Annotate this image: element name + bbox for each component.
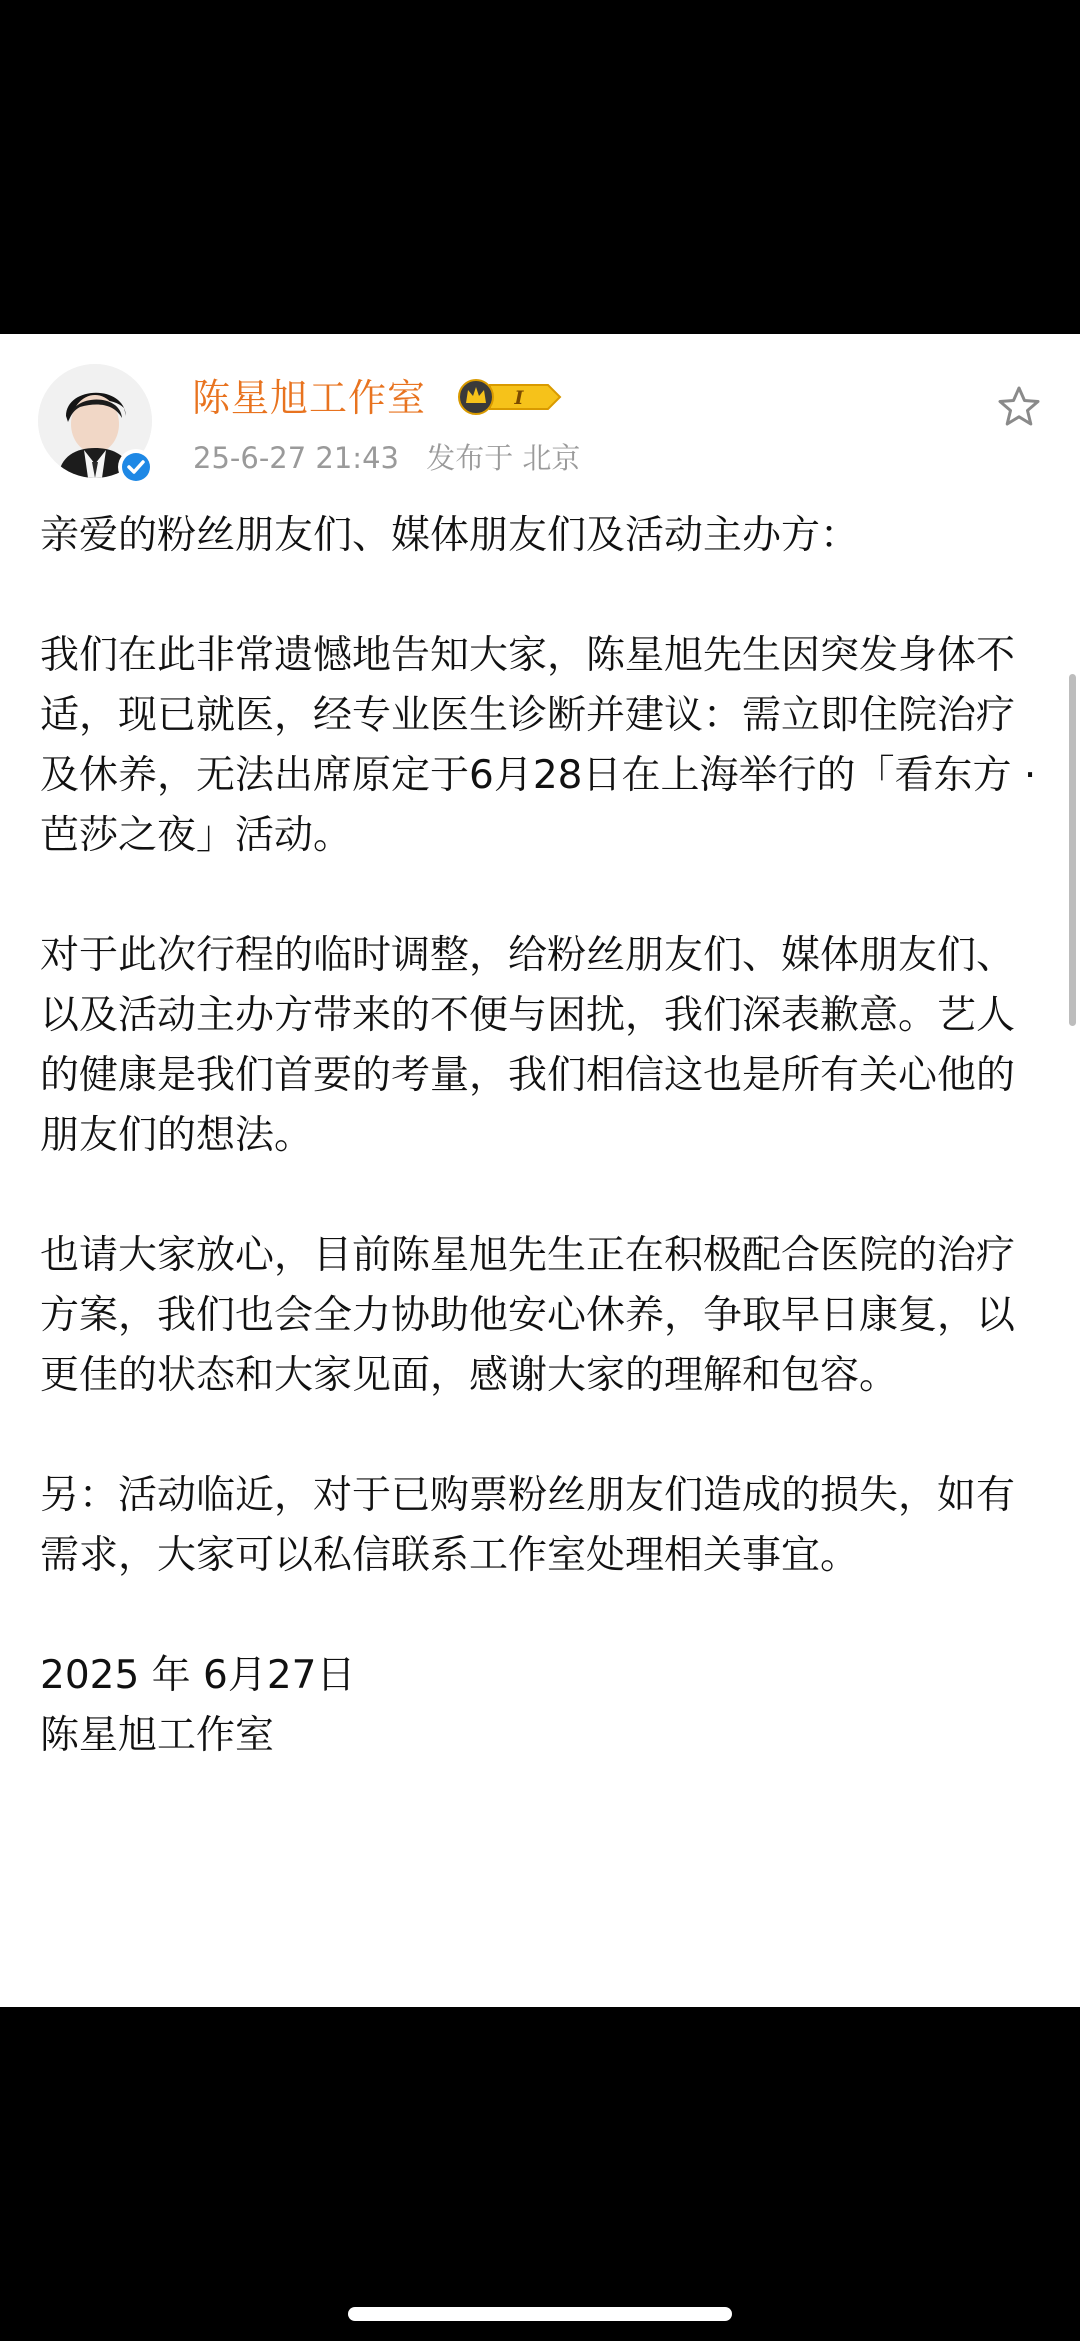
scrollbar[interactable] — [1069, 674, 1076, 1026]
favorite-button[interactable] — [996, 384, 1042, 430]
post-date: 2025 年 6月27日 — [40, 1653, 356, 1698]
post-content — [40, 506, 1040, 1766]
vip-crown-icon[interactable] — [456, 376, 562, 418]
post-meta — [193, 438, 598, 478]
star-icon — [996, 384, 1042, 430]
post-time: 25-6-27 21:43 — [193, 441, 399, 475]
paragraph-3: 也请大家放心，目前陈星旭先生正在积极配合医院的治疗方案，我们也会全力协助他安心休养，争取早日康复，以更佳的状态和大家见面，感谢大家的理解和包容。 — [40, 1233, 1016, 1398]
vip-level: I — [514, 387, 524, 409]
paragraph-1: 我们在此非常遗憾地告知大家，陈星旭先生因突发身体不适，现已就医，经专业医生诊断并建议：需立即住院治疗及休养，无法出席原定于6月28日在上海举行的「看东方 · 芭莎之夜」活动。 — [40, 633, 1037, 858]
post-location: 发布于 北京 — [426, 441, 581, 475]
home-indicator[interactable] — [348, 2307, 732, 2321]
verified-icon — [118, 449, 154, 485]
author-name[interactable]: 陈星旭工作室 — [192, 376, 427, 420]
post-header — [0, 334, 1080, 484]
signature: 陈星旭工作室 — [40, 1713, 275, 1758]
weibo-post-card — [0, 334, 1080, 2007]
paragraph-4: 另：活动临近，对于已购票粉丝朋友们造成的损失，如有需求，大家可以私信联系工作室处理相关事宜。 — [40, 1473, 1016, 1578]
greeting: 亲爱的粉丝朋友们、媒体朋友们及活动主办方： — [40, 513, 860, 558]
paragraph-2: 对于此次行程的临时调整，给粉丝朋友们、媒体朋友们、以及活动主办方带来的不便与困扰，我们深表歉意。艺人的健康是我们首要的考量，我们相信这也是所有关心他的朋友们的想法。 — [40, 933, 1016, 1158]
